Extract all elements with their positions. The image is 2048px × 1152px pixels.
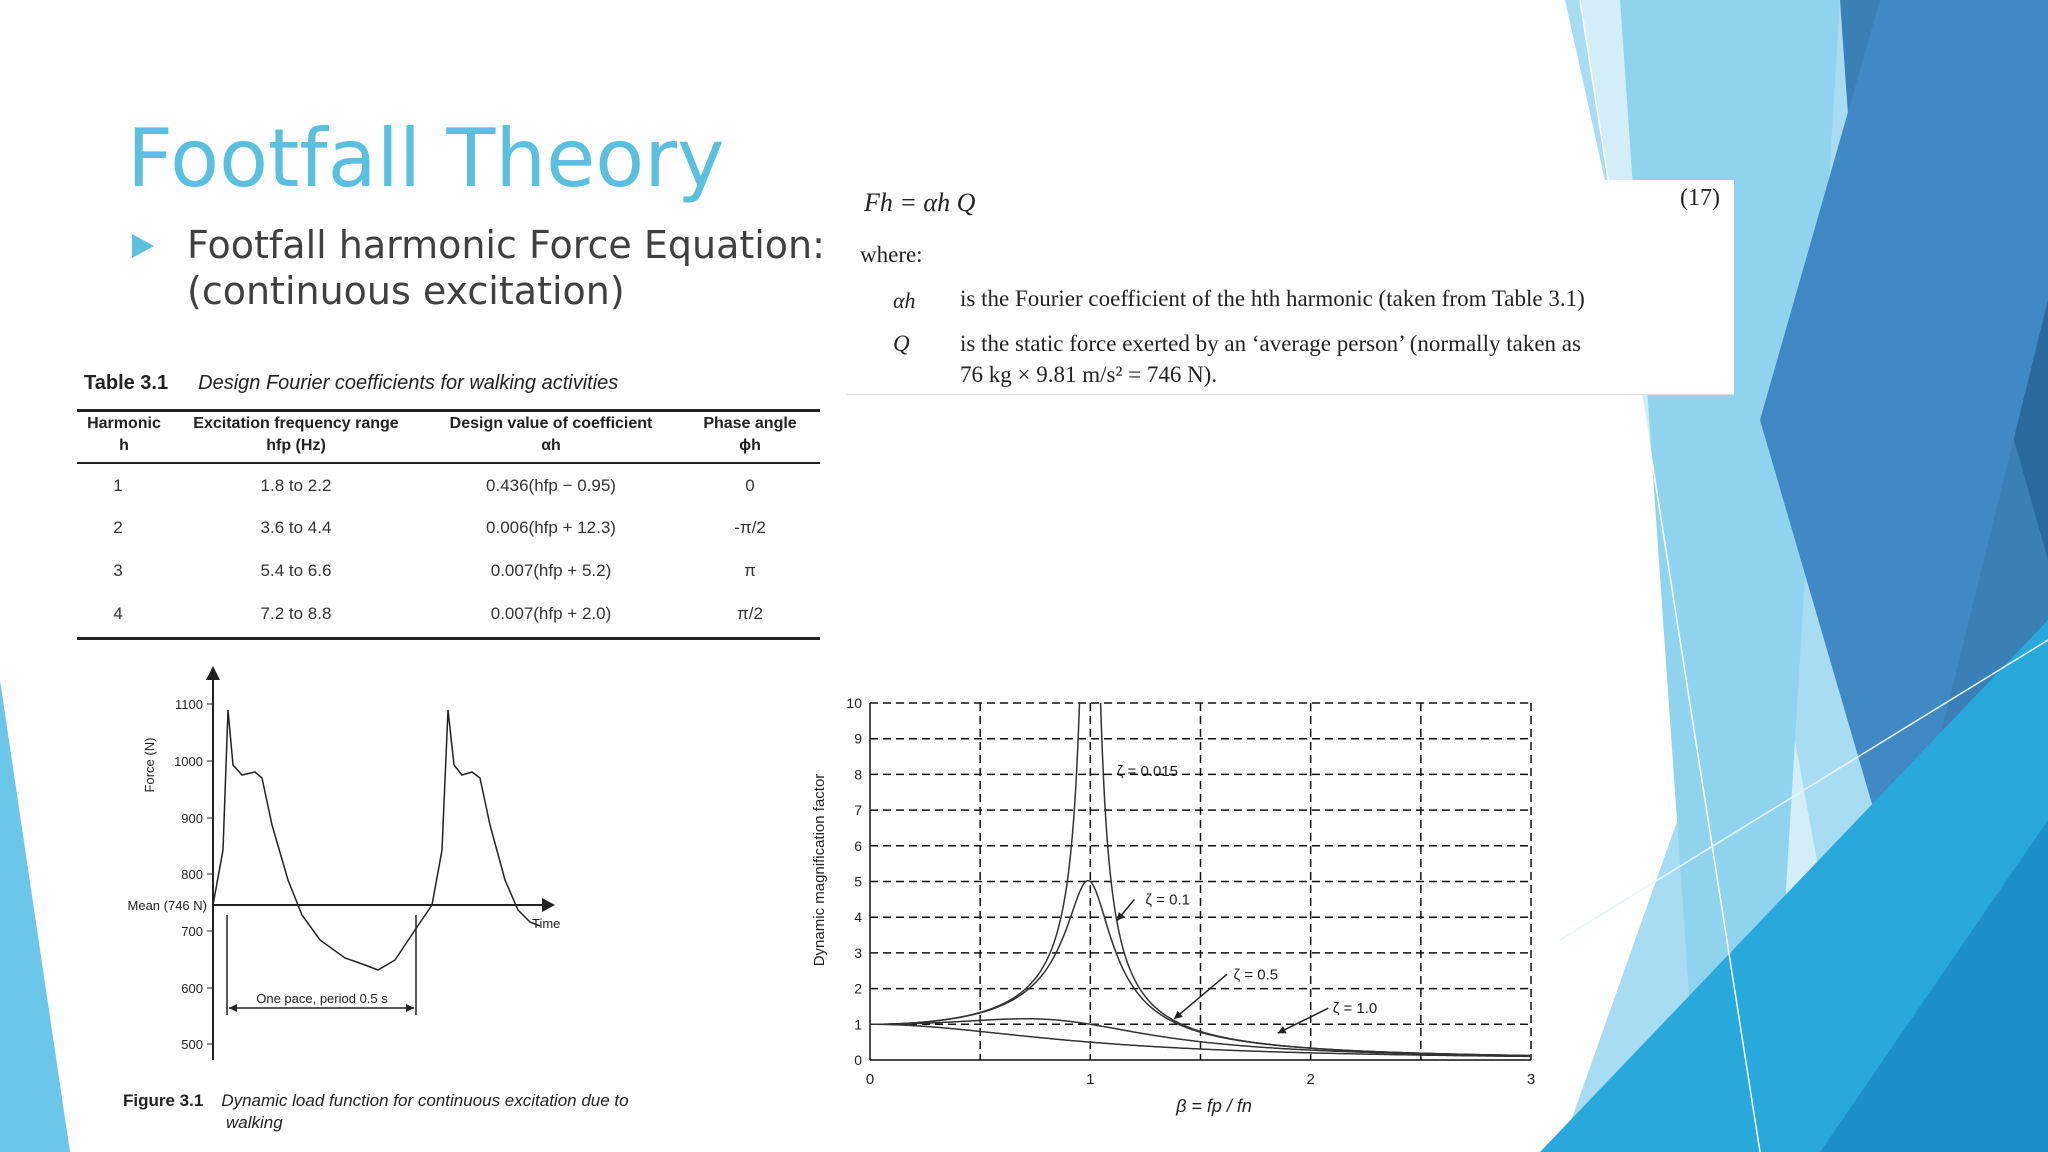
bullet-arrow-icon	[132, 234, 154, 258]
xtick-label: 3	[1526, 1071, 1536, 1088]
ytick-1100: 1100	[175, 697, 203, 712]
ytick-600: 600	[181, 981, 203, 996]
ytick-900: 900	[181, 811, 203, 826]
table-cell: -π/2	[734, 518, 766, 537]
ytick-label: 0	[854, 1052, 862, 1068]
def-q-line1: is the static force exerted by an ‘average person’ (normally taken as	[960, 331, 1581, 356]
ytick-label: 1	[854, 1016, 862, 1033]
series-label-3: ζ = 1.0	[1332, 1000, 1378, 1018]
table-panel	[70, 356, 830, 646]
force-curve	[213, 710, 540, 970]
ytick-800: 800	[181, 867, 203, 882]
def-alpha-symbol: αh	[893, 288, 916, 313]
ytick-label: 3	[854, 944, 862, 961]
figure-caption-line2: walking	[226, 1113, 283, 1132]
table-header-frequency: Excitation frequency range hfp (Hz)	[193, 415, 399, 454]
table-cell: 1.8 to 2.2	[260, 476, 332, 495]
pace-label: One pace, period 0.5 s	[256, 991, 388, 1006]
force-time-figure	[110, 660, 820, 1090]
table-cell: 0.007(hfp + 5.2)	[490, 561, 612, 580]
table-header-phase: Phase angle ϕh	[703, 415, 797, 454]
table-cell: 5.4 to 6.6	[260, 561, 332, 580]
bullet-text	[187, 222, 825, 314]
dmf-chart	[806, 680, 1556, 1118]
ytick-label: 7	[854, 802, 862, 819]
figure-caption	[123, 1090, 629, 1134]
xtick-label: 2	[1306, 1071, 1315, 1088]
bullet-line-1: Footfall harmonic Force Equation:	[187, 223, 825, 267]
ytick-label: 9	[854, 730, 862, 747]
table-cell: 2	[113, 518, 123, 537]
ytick-label: 6	[854, 837, 862, 854]
equation-formula: Fh = αh Q	[864, 188, 976, 217]
series-label-0: ζ = 0.015	[1116, 762, 1179, 780]
def-alpha-text: is the Fourier coefficient of the hth harmonic (taken from Table 3.1)	[960, 286, 1585, 311]
table-caption-number: Table 3.1	[84, 372, 169, 394]
table-cell: π	[744, 561, 756, 580]
ytick-label: 2	[854, 980, 862, 997]
table-caption	[84, 372, 618, 395]
table-cell: 4	[113, 604, 123, 623]
def-q-symbol: Q	[893, 331, 910, 356]
mean-label: Mean (746 N)	[127, 898, 207, 913]
ytick-label: 4	[854, 909, 862, 926]
pace-arrow-right-icon	[406, 1004, 414, 1012]
series-pointer-3	[1278, 1008, 1329, 1033]
table-caption-text: Design Fourier coefficients for walking activities	[198, 372, 619, 394]
xtick-label: 1	[1086, 1071, 1095, 1088]
table-cell: π/2	[737, 604, 763, 623]
bullet-line-2: (continuous excitation)	[187, 269, 625, 313]
table-top-rule	[77, 409, 820, 412]
table-cell: 7.2 to 8.8	[260, 604, 332, 623]
series-label-1: ζ = 0.1	[1145, 891, 1190, 909]
ytick-700: 700	[181, 924, 203, 939]
slide-title: Footfall Theory	[127, 112, 725, 205]
force-ylabel: Force (N)	[142, 737, 157, 793]
chart-ylabel: Dynamic magnification factor	[811, 773, 828, 967]
x-axis-arrow-icon	[542, 898, 555, 912]
table-cell: 0.006(hfp + 12.3)	[486, 518, 616, 537]
ytick-500: 500	[181, 1037, 203, 1052]
equation-number: (17)	[1680, 185, 1720, 211]
table-cell: 1	[113, 476, 123, 495]
table-cell: 0.007(hfp + 2.0)	[490, 604, 612, 623]
ytick-1000: 1000	[174, 754, 203, 769]
chart-xlabel: β = fp / fn	[1176, 1096, 1252, 1116]
table-cell: 0.436(hfp − 0.95)	[486, 476, 616, 495]
xtick-label: 0	[865, 1071, 875, 1088]
table-cell: 0	[745, 476, 755, 495]
table-header-harmonic: Harmonic h	[87, 415, 161, 454]
table-header-rule	[77, 462, 820, 464]
pace-arrow-left-icon	[229, 1004, 237, 1012]
figure-caption-line1: Dynamic load function for continuous excitation due to	[221, 1091, 629, 1110]
series-label-2: ζ = 0.5	[1233, 966, 1279, 984]
def-q-line2: 76 kg × 9.81 m/s² = 746 N).	[960, 362, 1218, 387]
table-cell: 3	[113, 561, 123, 580]
table-header-coefficient: Design value of coefficient αh	[449, 415, 653, 454]
y-axis-arrow-icon	[206, 666, 220, 680]
ytick-label: 10	[846, 695, 862, 711]
ytick-label: 8	[854, 766, 862, 783]
ytick-label: 5	[854, 873, 862, 890]
figure-caption-number: Figure 3.1	[123, 1091, 204, 1110]
time-label: Time	[532, 916, 561, 931]
table-cell: 3.6 to 4.4	[260, 518, 332, 537]
equation-where: where:	[860, 242, 923, 267]
table-bottom-rule	[77, 637, 820, 640]
